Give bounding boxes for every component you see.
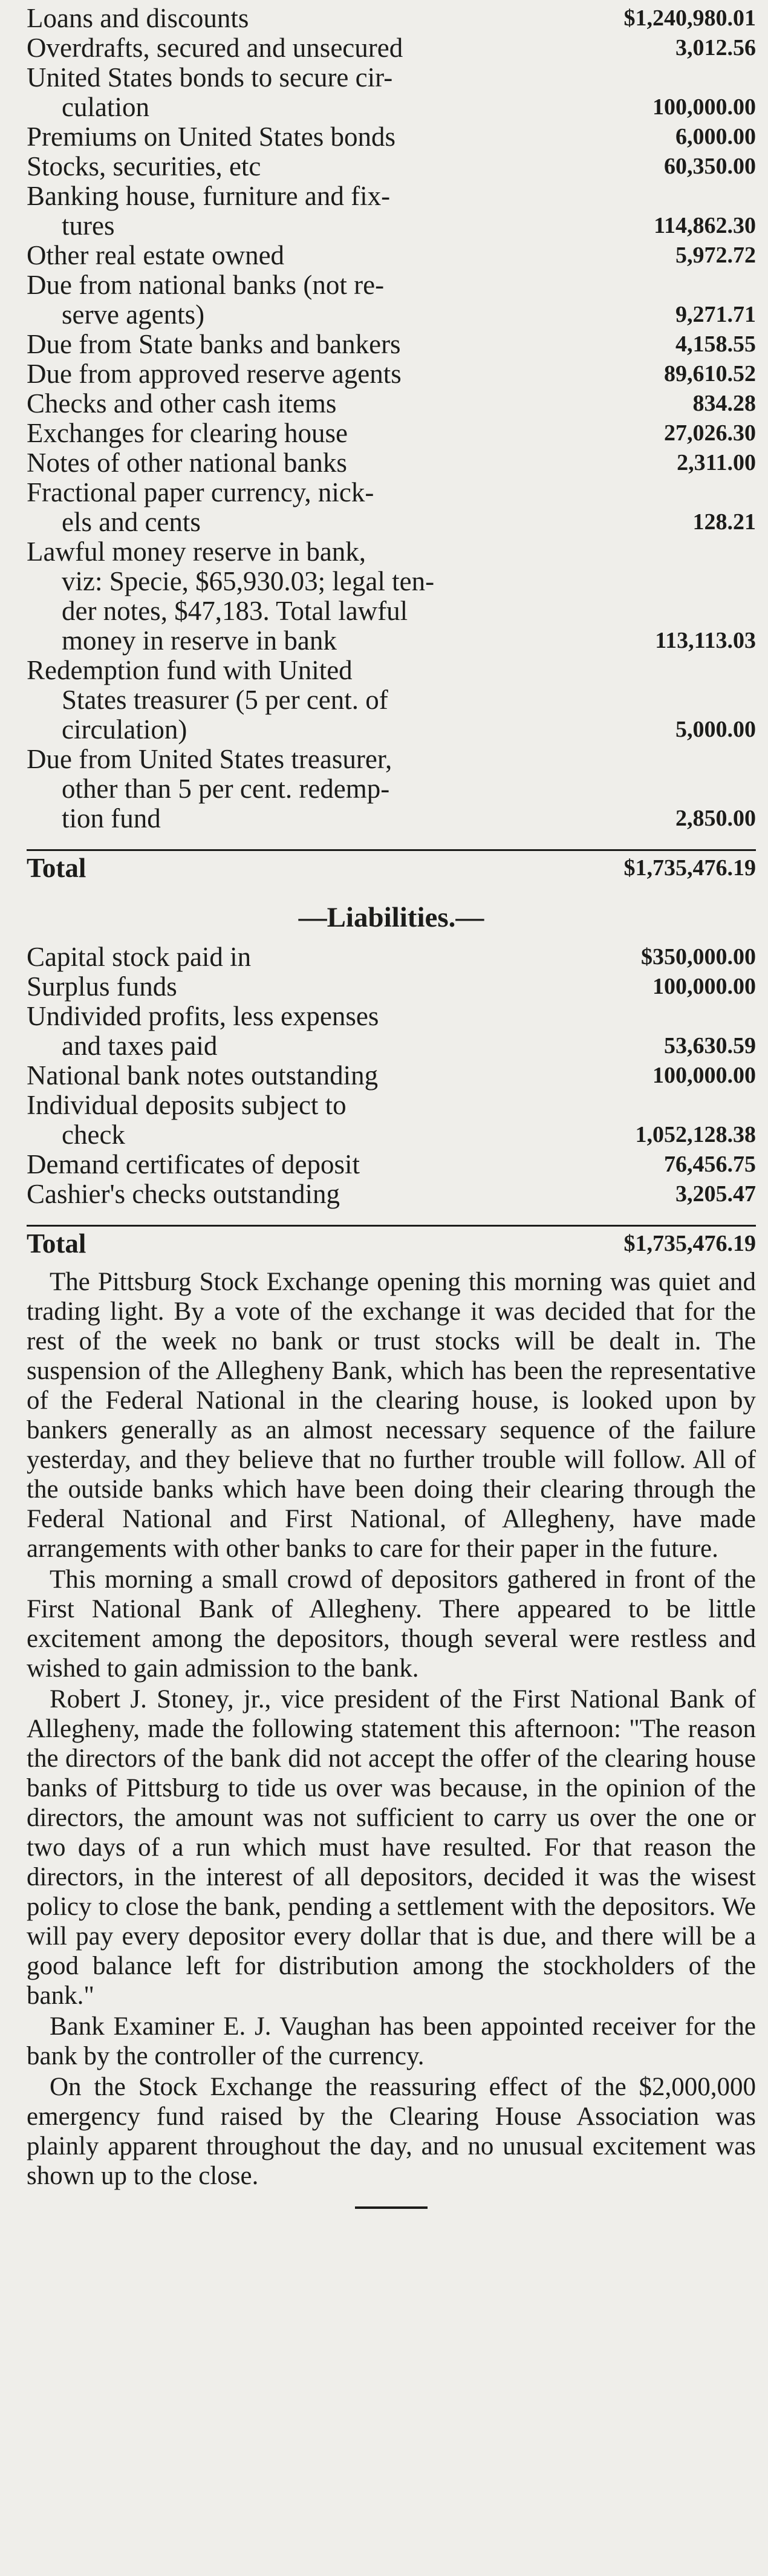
ledger-row — [27, 63, 756, 122]
ledger-label-line: Checks and other cash items — [27, 388, 337, 419]
ledger-label-line: tures — [62, 210, 115, 241]
ledger-label-line: money in reserve in bank — [62, 625, 337, 656]
resources-total-row — [27, 849, 756, 883]
ledger-label — [27, 448, 562, 478]
article-body — [27, 1267, 756, 2191]
total-amount: $1,735,476.19 — [623, 855, 756, 881]
ledger-label-line: Premiums on United States bonds — [27, 122, 395, 152]
ledger-row — [27, 122, 756, 152]
ledger-label-line: check — [62, 1120, 125, 1150]
ledger-row — [27, 1002, 756, 1061]
ledger-row — [27, 4, 756, 33]
ledger-amount: 60,350.00 — [664, 154, 756, 179]
ledger-amount: 114,862.30 — [654, 213, 756, 238]
ledger-amount: 3,012.56 — [675, 35, 756, 60]
ledger-label-line: culation — [62, 92, 149, 122]
ledger-label-line: Capital stock paid in — [27, 942, 252, 972]
ledger-row — [27, 448, 756, 478]
liabilities-list — [27, 942, 756, 1209]
ledger-label-line: other than 5 per cent. redemp- — [62, 774, 390, 804]
ledger-row — [27, 656, 756, 745]
ledger-label-line: National bank notes outstanding — [27, 1060, 379, 1091]
article-paragraph: On the Stock Exchange the reassuring effect of the $2,000,000 emergency fund raised by the Clearing House Association was plainly apparent throughout the day, and no unusual excitement was shown up to the close. — [27, 2073, 756, 2190]
article-paragraph: The Pittsburg Stock Exchange opening this morning was quiet and trading light. By a vote of the exchange it was decided that for the rest of the week no bank or trust stocks will be dealt in. The suspension of the Allegheny Bank, which has been the representative of the Federal National in the clearing house, is looked upon by bankers generally as an almost necessary sequence of the failure yesterday, and they believe that no further trouble will follow. All of the outside banks which have been doing their clearing through the Federal National and First National, of Allegheny, have made arrangements with other banks to care for their paper in the future. — [27, 1268, 756, 1563]
ledger-amount: 2,311.00 — [677, 450, 756, 475]
ledger-label — [27, 1091, 562, 1150]
ledger-amount: 53,630.59 — [664, 1033, 756, 1058]
ledger-label — [27, 122, 562, 152]
ledger-amount: 89,610.52 — [664, 361, 756, 386]
ledger-label — [27, 1061, 562, 1091]
ledger-label — [27, 270, 562, 330]
ledger-row — [27, 270, 756, 330]
ledger-label — [27, 1179, 562, 1209]
ledger-label-line: Fractional paper currency, nick- — [27, 477, 374, 507]
ledger-label-line: tion fund — [62, 803, 161, 833]
ledger-row — [27, 241, 756, 270]
ledger-row — [27, 1150, 756, 1179]
ledger-label — [27, 972, 562, 1002]
ledger-row — [27, 359, 756, 389]
total-label: Total — [27, 1228, 86, 1259]
ledger-row — [27, 152, 756, 181]
ledger-row — [27, 1061, 756, 1091]
ledger-label-line: Banking house, furniture and fix- — [27, 181, 391, 211]
ledger-row — [27, 745, 756, 833]
ledger-label-line: United States bonds to secure cir- — [27, 62, 393, 93]
ledger-amount: $350,000.00 — [641, 944, 756, 970]
ledger-label-line: serve agents) — [62, 299, 205, 330]
ledger-label — [27, 389, 562, 419]
ledger-label-line: Due from approved reserve agents — [27, 359, 402, 389]
ledger-label — [27, 241, 562, 270]
ledger-amount: 113,113.03 — [655, 628, 756, 653]
ledger-amount: 100,000.00 — [652, 94, 756, 120]
ledger-label-line: Stocks, securities, etc — [27, 151, 261, 181]
total-amount: $1,735,476.19 — [623, 1231, 756, 1256]
ledger-label-line: Due from United States treasurer, — [27, 744, 392, 774]
ledger-amount: 27,026.30 — [664, 420, 756, 446]
ledger-row — [27, 181, 756, 241]
ledger-label — [27, 33, 562, 63]
ledger-label — [27, 537, 562, 656]
ledger-label — [27, 1150, 562, 1179]
ledger-label-line: and taxes paid — [62, 1031, 218, 1061]
ledger-label — [27, 656, 562, 745]
resources-list — [27, 4, 756, 833]
ledger-row — [27, 1091, 756, 1150]
ledger-label — [27, 1002, 562, 1061]
ledger-amount: 3,205.47 — [675, 1181, 756, 1207]
ledger-label-line: States treasurer (5 per cent. of — [62, 685, 388, 715]
column-end-rule — [355, 2206, 428, 2209]
ledger-row — [27, 537, 756, 656]
ledger-row — [27, 1179, 756, 1209]
ledger-label-line: Individual deposits subject to — [27, 1090, 347, 1120]
ledger-label — [27, 63, 562, 122]
ledger-label-line: Other real estate owned — [27, 240, 285, 270]
ledger-amount: 5,972.72 — [675, 243, 756, 268]
ledger-label — [27, 359, 562, 389]
ledger-label-line: Cashier's checks outstanding — [27, 1179, 340, 1209]
ledger-label-line: Notes of other national banks — [27, 448, 347, 478]
ledger-label-line: Loans and discounts — [27, 3, 249, 33]
ledger-row — [27, 33, 756, 63]
ledger-label-line: Demand certificates of deposit — [27, 1149, 360, 1179]
ledger-row — [27, 972, 756, 1002]
article-paragraph: Robert J. Stoney, jr., vice president of the First National Bank of Allegheny, made the following statement this afternoon: "The reason the directors of the bank did not accept the offer of the clearing house banks of Pittsburg to tide us over was because, in the opinion of the directors, the amount was not sufficient to carry us over the one or two days of a run which must have resulted. For that reason the directors, in the interest of all depositors, decided it was the wisest policy to close the bank, pending a settlement with the depositors. We will pay every depositor every dollar that is due, and there will be a good balance left for distribution among the stockholders of the bank." — [27, 1685, 756, 2010]
ledger-label-line: viz: Specie, $65,930.03; legal ten- — [62, 566, 435, 596]
ledger-amount: 1,052,128.38 — [635, 1122, 756, 1147]
ledger-label-line: Undivided profits, less expenses — [27, 1001, 379, 1031]
ledger-label — [27, 330, 562, 359]
ledger-amount: 834.28 — [692, 391, 756, 416]
ledger-row — [27, 419, 756, 448]
liabilities-heading: —Liabilities.— — [298, 902, 484, 933]
ledger-label — [27, 4, 562, 33]
total-label: Total — [27, 853, 86, 883]
ledger-row — [27, 478, 756, 537]
ledger-label — [27, 152, 562, 181]
ledger-label — [27, 745, 562, 833]
ledger-label-line: Exchanges for clearing house — [27, 418, 348, 448]
ledger-amount: $1,240,980.01 — [623, 5, 756, 31]
ledger-label-line: Redemption fund with United — [27, 655, 353, 685]
ledger-amount: 100,000.00 — [652, 974, 756, 999]
ledger-amount: 5,000.00 — [675, 717, 756, 742]
ledger-label-line: Lawful money reserve in bank, — [27, 536, 366, 567]
ledger-label-line: Due from national banks (not re- — [27, 270, 385, 300]
liabilities-total-row — [27, 1225, 756, 1259]
ledger-label — [27, 942, 562, 972]
ledger-label-line: circulation) — [62, 714, 187, 745]
article-paragraph: Bank Examiner E. J. Vaughan has been appointed receiver for the bank by the controller of the currency. — [27, 2012, 756, 2070]
ledger-label — [27, 478, 562, 537]
ledger-amount: 2,850.00 — [675, 806, 756, 831]
ledger-label-line: Surplus funds — [27, 971, 177, 1002]
ledger-amount: 76,456.75 — [664, 1152, 756, 1177]
ledger-label — [27, 419, 562, 448]
ledger-label — [27, 181, 562, 241]
ledger-row — [27, 942, 756, 972]
ledger-label-line: Overdrafts, secured and unsecured — [27, 33, 403, 63]
ledger-amount: 6,000.00 — [675, 124, 756, 149]
ledger-label-line: der notes, $47,183. Total lawful — [62, 596, 408, 626]
ledger-row — [27, 330, 756, 359]
article-paragraph: This morning a small crowd of depositors gathered in front of the First National Bank of Allegheny. There appeared to be little excitement among the depositors, though several were restless and wished to gain admission to the bank. — [27, 1565, 756, 1683]
ledger-label-line: Due from State banks and bankers — [27, 329, 401, 359]
ledger-row — [27, 389, 756, 419]
ledger-amount: 128.21 — [692, 509, 756, 535]
ledger-label-line: els and cents — [62, 507, 201, 537]
ledger-amount: 4,158.55 — [675, 331, 756, 357]
ledger-amount: 9,271.71 — [675, 302, 756, 327]
ledger-amount: 100,000.00 — [652, 1063, 756, 1088]
